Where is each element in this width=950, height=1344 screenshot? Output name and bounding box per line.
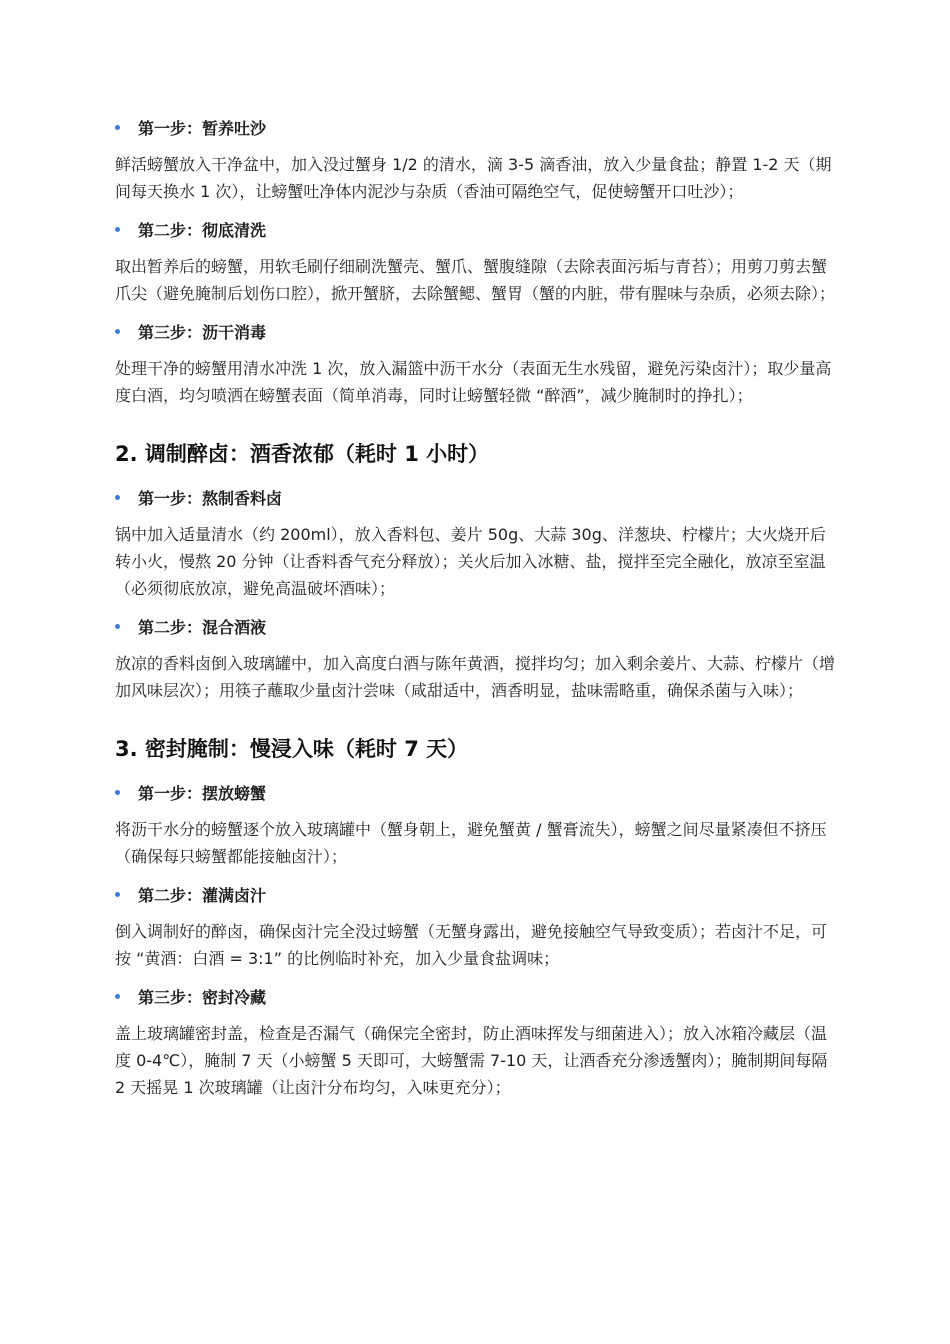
step-paragraph: 放凉的香料卤倒入玻璃罐中，加入高度白酒与陈年黄酒，搅拌均匀；加入剩余姜片、大蒜、柠檬片（增加风味层次）；用筷子蘸取少量卤汁尝味（咸甜适中，酒香明显，盐味需略重，确保杀菌与入味）； bbox=[115, 654, 836, 700]
step-paragraph: 取出暂养后的螃蟹，用软毛刷仔细刷洗蟹壳、蟹爪、蟹腹缝隙（去除表面污垢与青苔）；用剪刀剪去蟹爪尖（避免腌制后划伤口腔），掀开蟹脐，去除蟹鳃、蟹胃（蟹的内脏，带有腥味与杂质，必须去除）； bbox=[115, 257, 836, 303]
bullet-icon bbox=[115, 624, 120, 629]
step-item bbox=[115, 317, 837, 345]
bullet-icon bbox=[115, 994, 120, 999]
step-paragraph: 鲜活螃蟹放入干净盆中，加入没过蟹身 1/2 的清水，滴 3-5 滴香油，放入少量食盐；静置 1-2 天（期间每天换水 1 次），让螃蟹吐净体内泥沙与杂质（香油可隔绝空气，促使螃蟹开口吐沙）； bbox=[115, 155, 832, 201]
step-label: 第三步：密封冷藏 bbox=[138, 987, 267, 1007]
step-label: 第一步：熬制香料卤 bbox=[138, 488, 283, 508]
bullet-icon bbox=[115, 790, 120, 795]
step-item bbox=[115, 880, 837, 908]
bullet-icon bbox=[115, 125, 120, 130]
bullet-icon bbox=[115, 227, 120, 232]
document-content bbox=[115, 113, 837, 1111]
step-item bbox=[115, 483, 837, 511]
step-item bbox=[115, 778, 837, 806]
step-item bbox=[115, 612, 837, 640]
step-item bbox=[115, 982, 837, 1010]
step-paragraph: 处理干净的螃蟹用清水冲洗 1 次，放入漏篮中沥干水分（表面无生水残留，避免污染卤汁）；取少量高度白酒，均匀喷洒在螃蟹表面（简单消毒，同时让螃蟹轻微 “醉酒”，减少腌制时的挣扎）； bbox=[115, 359, 832, 405]
step-paragraph: 锅中加入适量清水（约 200ml），放入香料包、姜片 50g、大蒜 30g、洋葱块、柠檬片；大火烧开后转小火，慢熬 20 分钟（让香料香气充分释放）；关火后加入冰糖、盐，搅拌至完全融化，放凉至室温（必须彻底放凉，避免高温破坏酒味）； bbox=[115, 525, 826, 598]
step-paragraph: 倒入调制好的醉卤，确保卤汁完全没过螃蟹（无蟹身露出，避免接触空气导致变质）；若卤汁不足，可按 “黄酒：白酒 = 3:1” 的比例临时补充，加入少量食盐调味； bbox=[115, 922, 828, 968]
step-label: 第二步：灌满卤汁 bbox=[138, 885, 267, 905]
step-paragraph: 盖上玻璃罐密封盖，检查是否漏气（确保完全密封，防止酒味挥发与细菌进入）；放入冰箱冷藏层（温度 0-4℃），腌制 7 天（小螃蟹 5 天即可，大螃蟹需 7-10 天，让酒香充分渗透蟹肉）；腌制期间每隔 2 天摇晃 1 次玻璃罐（让卤汁分布均匀，入味更充分）； bbox=[115, 1024, 828, 1097]
section-heading: 3. 密封腌制：慢浸入味（耗时 7 天） bbox=[115, 737, 469, 761]
bullet-icon bbox=[115, 892, 120, 897]
step-label: 第二步：彻底清洗 bbox=[138, 220, 267, 240]
step-label: 第一步：摆放螃蟹 bbox=[138, 783, 267, 803]
step-paragraph: 将沥干水分的螃蟹逐个放入玻璃罐中（蟹身朝上，避免蟹黄 / 蟹膏流失），螃蟹之间尽量紧凑但不挤压（确保每只螃蟹都能接触卤汁）； bbox=[115, 820, 827, 866]
bullet-icon bbox=[115, 495, 120, 500]
section-heading: 2. 调制醉卤：酒香浓郁（耗时 1 小时） bbox=[115, 442, 490, 466]
step-item bbox=[115, 215, 837, 243]
step-label: 第二步：混合酒液 bbox=[138, 617, 267, 637]
step-label: 第三步：沥干消毒 bbox=[138, 322, 267, 342]
bullet-icon bbox=[115, 329, 120, 334]
step-label: 第一步：暂养吐沙 bbox=[138, 118, 267, 138]
step-item bbox=[115, 113, 837, 141]
